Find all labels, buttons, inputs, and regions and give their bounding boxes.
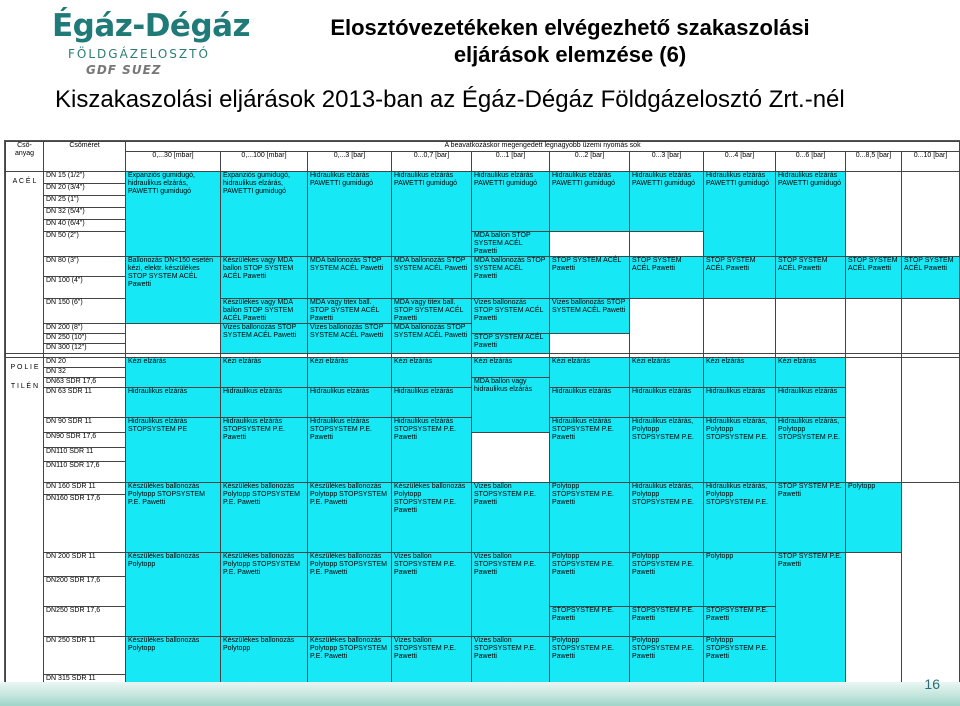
method-cell: Hidraulikus elzárás, Polytopp STOPSYSTEM P.E. xyxy=(704,483,776,553)
method-cell: Vizes ballonozás STOP SYSTEM ACÉL Pawetti xyxy=(308,324,392,354)
method-cell: Hidraulikus elzárás xyxy=(126,388,221,418)
method-cell: Hidraulikus elzárás PAWETTI gumidugó xyxy=(550,172,630,232)
method-cell: Hidraulikus elzárás STOPSYSTEM P.E. Pawetti xyxy=(550,418,630,483)
method-cell: Kézi elzárás xyxy=(308,358,392,388)
method-cell: Polytopp STOPSYSTEM P.E. Pawetti xyxy=(550,637,630,699)
size-cell: DN 90 SDR 11 xyxy=(44,418,126,433)
method-cell: Hidraulikus elzárás PAWETTI gumidugó xyxy=(308,172,392,257)
method-cell: Polytopp xyxy=(846,483,902,553)
method-cell: Polytopp STOPSYSTEM P.E. Pawetti xyxy=(550,553,630,607)
method-cell: Kézi elzárás xyxy=(126,358,221,388)
size-cell: DN 315 SDR 11 xyxy=(44,675,126,687)
header-pressure-col: 0...3 [bar] xyxy=(630,152,704,172)
method-cell: Hidraulikus elzárás xyxy=(776,388,846,418)
size-cell: DN 80 (3") xyxy=(44,257,126,277)
size-cell: DN200 SDR 17,6 xyxy=(44,577,126,607)
page-title xyxy=(215,14,925,68)
method-cell: STOP SYSTEM ACÉL Pawetti xyxy=(472,334,550,354)
method-cell: MDA ballon vagy hidraulikus elzárás xyxy=(472,378,550,433)
header-pressure-col: 0...0,7 [bar] xyxy=(392,152,472,172)
method-cell: Készülékes ballonozás Polytopp STOPSYSTEM P.E. Pawetti xyxy=(221,553,308,637)
title-line-1: Elosztóvezetékeken elvégezhető szakaszolási xyxy=(330,15,810,40)
method-cell: Vizes ballon STOPSYSTEM P.E. Pawetti xyxy=(472,637,550,699)
size-cell: DN110 SDR 11 xyxy=(44,447,126,462)
method-cell: Polytopp STOPSYSTEM P.E. Pawetti xyxy=(630,553,704,607)
size-cell: DN 160 SDR 11 xyxy=(44,483,126,495)
method-cell: Hidraulikus elzárás PAWETTI gumidugó xyxy=(630,172,704,232)
size-cell: DN 63 SDR 11 xyxy=(44,388,126,418)
method-cell: Hidraulikus elzárás, Polytopp STOPSYSTEM P.E. xyxy=(776,418,846,483)
header-material: Cső-anyag xyxy=(6,142,44,172)
method-cell: Hidraulikus elzárás STOPSYSTEM P.E. Pawetti xyxy=(392,418,472,483)
empty-cell xyxy=(630,299,704,354)
method-cell: Készülékes ballonozás Polytopp STOPSYSTEM P.E. Pawetti xyxy=(308,637,392,699)
material-acel: A C É L xyxy=(6,172,44,354)
size-cell: DN 200 (8") xyxy=(44,324,126,334)
method-cell: Készülékes vagy MDA ballon STOP SYSTEM ACÉL Pawetti xyxy=(221,257,308,299)
method-cell: Vizes ballon STOPSYSTEM P.E. Pawetti xyxy=(392,553,472,637)
method-cell: Hidraulikus elzárás PAWETTI gumidugó xyxy=(776,172,846,257)
method-cell: Expanziós gumidugó, hidraulikus elzárás, PAWETTI gumidugó xyxy=(221,172,308,257)
header-pressure: A beavatkozáskor megengedett legnagyobb üzemi nyomás sok xyxy=(126,142,960,152)
method-cell: Hidraulikus elzárás xyxy=(550,388,630,418)
header-size: Csőméret xyxy=(44,142,126,172)
size-cell: DN 40 (6/4") xyxy=(44,220,126,232)
method-cell: Hidraulikus elzárás xyxy=(221,388,308,418)
method-cell: Hidraulikus elzárás, Polytopp STOPSYSTEM P.E. xyxy=(630,483,704,553)
empty-cell xyxy=(846,358,902,483)
method-cell: Hidraulikus elzárás xyxy=(704,388,776,418)
size-cell: DN 15 (1/2") xyxy=(44,172,126,184)
empty-cell xyxy=(630,232,704,257)
empty-cell xyxy=(704,299,776,354)
page-subtitle: Kiszakaszolási eljárások 2013-ban az Égáz-Dégáz Földgázelosztó Zrt.-nél xyxy=(55,86,845,113)
method-cell: Készülékes ballonozás Polytopp STOPSYSTEM P.E. Pawetti xyxy=(308,483,392,553)
page-number: 16 xyxy=(924,676,940,692)
method-cell: Készülékes ballonozás Polytopp xyxy=(126,553,221,637)
method-cell: Hidraulikus elzárás xyxy=(630,388,704,418)
header-pressure-col: 0,...3 [bar] xyxy=(308,152,392,172)
method-cell: Hidraulikus elzárás PAWETTI gumidugó xyxy=(392,172,472,257)
empty-cell xyxy=(902,172,960,257)
method-cell: Kézi elzárás xyxy=(550,358,630,388)
size-cell: DN110 SDR 17,6 xyxy=(44,462,126,483)
method-cell: Vizes ballonozás STOP SYSTEM ACÉL Pawetti xyxy=(472,299,550,334)
method-cell: Készülékes ballonozás Polytopp STOPSYSTEM P.E. Pawetti xyxy=(126,483,221,553)
table-row xyxy=(6,172,960,184)
method-cell: MDA ballonozás STOP SYSTEM ACÉL Pawetti xyxy=(472,257,550,299)
method-cell: Vizes ballon STOPSYSTEM P.E. Pawetti xyxy=(472,553,550,637)
method-cell: MDA ballonozás STOP SYSTEM ACÉL Pawetti xyxy=(308,257,392,299)
method-cell: Készülékes vagy MDA ballon STOP SYSTEM ACÉL Pawetti xyxy=(221,299,308,324)
method-cell: STOP SYSTEM ACÉL Pawetti xyxy=(902,257,960,299)
method-cell: STOP SYSTEM ACÉL Pawetti xyxy=(630,257,704,299)
method-cell: Ballonozás DN<150 esetén kézi, elektr. készülékes STOP SYSTEM ACÉL Pawetti xyxy=(126,257,221,324)
empty-cell xyxy=(126,324,221,354)
empty-cell xyxy=(846,299,902,354)
size-cell: DN 50 (2") xyxy=(44,232,126,257)
size-cell: DN 150 (6") xyxy=(44,299,126,324)
size-cell: DN 20 (3/4") xyxy=(44,184,126,196)
empty-cell xyxy=(846,172,902,257)
size-cell: DN 300 (12") xyxy=(44,344,126,354)
method-cell: Készülékes ballonozás Polytopp STOPSYSTEM P.E. Pawetti xyxy=(392,483,472,553)
empty-cell xyxy=(902,299,960,354)
method-cell: Polytopp STOPSYSTEM P.E. Pawetti xyxy=(630,637,704,699)
header-pressure-col: 0...6 [bar] xyxy=(776,152,846,172)
header-pressure-col: 0...2 [bar] xyxy=(550,152,630,172)
size-cell: DN 32 (5/4") xyxy=(44,208,126,220)
header-pressure-col: 0,...30 [mbar] xyxy=(126,152,221,172)
size-cell: DN63 SDR 17,6 xyxy=(44,378,126,388)
method-cell: STOP SYSTEM ACÉL Pawetti xyxy=(776,257,846,299)
empty-cell xyxy=(550,232,630,257)
method-cell: Vizes ballonozás STOP SYSTEM ACÉL Pawetti xyxy=(221,324,308,354)
logo-name: Égáz-Dégáz xyxy=(52,8,251,44)
size-cell: DN 100 (4") xyxy=(44,277,126,299)
method-cell: Kézi elzárás xyxy=(392,358,472,388)
method-cell: Készülékes ballonozás Polytopp STOPSYSTEM P.E. Pawetti xyxy=(221,483,308,553)
header-pressure-col: 0...4 [bar] xyxy=(704,152,776,172)
method-cell: STOP SYSTEM ACÉL Pawetti xyxy=(704,257,776,299)
method-cell: Vizes ballon STOPSYSTEM P.E. Pawetti xyxy=(392,637,472,699)
method-cell: Polytopp STOPSYSTEM P.E. Pawetti xyxy=(550,483,630,553)
method-cell: Hidraulikus elzárás xyxy=(308,388,392,418)
method-cell: MDA ballonozás STOP SYSTEM ACÉL Pawetti xyxy=(392,257,472,299)
method-cell: Vizes ballonozás STOP SYSTEM ACÉL Pawetti xyxy=(550,299,630,334)
empty-cell xyxy=(902,483,960,699)
method-cell: Hidraulikus elzárás PAWETTI gumidugó xyxy=(704,172,776,257)
method-cell: Kézi elzárás xyxy=(221,358,308,388)
method-cell: MDA ballon STOP SYSTEM ACÉL Pawetti xyxy=(472,232,550,257)
empty-cell xyxy=(550,334,630,354)
method-cell: STOPSYSTEM P.E. Pawetti xyxy=(704,607,776,637)
size-cell: DN 200 SDR 11 xyxy=(44,553,126,577)
size-cell: DN 32 xyxy=(44,368,126,378)
method-cell: Expanziós gumidugó, hidraulikus elzárás, PAWETTI gumidugó xyxy=(126,172,221,257)
method-cell: Hidraulikus elzárás STOPSYSTEM PE xyxy=(126,418,221,483)
table-row xyxy=(6,553,960,577)
method-cell: STOP SYSTEM P.E. Pawetti xyxy=(776,483,846,553)
method-cell: Készülékes ballonozás Polytopp xyxy=(221,637,308,699)
size-cell: DN 250 (10") xyxy=(44,334,126,344)
method-cell: Készülékes ballonozás Polytopp STOPSYSTEM P.E. Pawetti xyxy=(308,553,392,637)
method-cell: Hidraulikus elzárás STOPSYSTEM P.E. Pawetti xyxy=(308,418,392,483)
empty-cell xyxy=(846,553,902,699)
method-cell: Hidraulikus elzárás STOPSYSTEM P.E. Pawetti xyxy=(221,418,308,483)
table-row xyxy=(6,257,960,277)
size-cell: DN160 SDR 17,6 xyxy=(44,495,126,553)
method-cell: STOPSYSTEM P.E. Pawetti xyxy=(550,607,630,637)
header-pressure-col: 0...10 [bar] xyxy=(902,152,960,172)
method-cell: Hidraulikus elzárás, Polytopp STOPSYSTEM P.E. xyxy=(630,418,704,483)
method-cell: STOP SYSTEM P.E. Pawetti xyxy=(776,553,846,699)
method-cell: STOP SYSTEM ACÉL Pawetti xyxy=(550,257,630,299)
method-cell: Kézi elzárás xyxy=(704,358,776,388)
company-logo xyxy=(52,8,251,78)
table-row xyxy=(6,483,960,495)
header-pressure-col: 0...1 [bar] xyxy=(472,152,550,172)
size-cell: DN250 SDR 17,6 xyxy=(44,607,126,637)
method-cell: Polytopp STOPSYSTEM P.E. Pawetti xyxy=(704,637,776,699)
material-poli: P O L I E T I L É N xyxy=(6,358,44,699)
method-cell: STOP SYSTEM ACÉL Pawetti xyxy=(846,257,902,299)
method-cell: MDA ballonozás STOP SYSTEM ACÉL Pawetti xyxy=(392,324,472,354)
table-row xyxy=(6,142,960,152)
size-cell: DN 25 (1") xyxy=(44,196,126,208)
method-cell: Polytopp xyxy=(704,553,776,607)
table-row xyxy=(6,358,960,368)
empty-cell xyxy=(776,299,846,354)
logo-partner: GDF SUEZ xyxy=(86,63,162,77)
method-cell: MDA vagy titex ball. STOP SYSTEM ACÉL Pawetti xyxy=(308,299,392,324)
size-cell: DN90 SDR 17,6 xyxy=(44,432,126,447)
sectioning-table-frame xyxy=(4,140,960,682)
method-cell: Hidraulikus elzárás, Polytopp STOPSYSTEM P.E. xyxy=(704,418,776,483)
method-cell: Hidraulikus elzárás PAWETTI gumidugó xyxy=(472,172,550,232)
method-cell: Kézi elzárás xyxy=(472,358,550,378)
header-pressure-col: 0,...100 [mbar] xyxy=(221,152,308,172)
size-cell: DN 250 SDR 11 xyxy=(44,637,126,675)
method-cell: MDA vagy titex ball. STOP SYSTEM ACÉL Pawetti xyxy=(392,299,472,324)
method-cell: Vizes ballon STOPSYSTEM P.E. Pawetti xyxy=(472,483,550,553)
method-cell: Hidraulikus elzárás xyxy=(392,388,472,418)
method-cell: Kézi elzárás xyxy=(630,358,704,388)
size-cell: DN 20 xyxy=(44,358,126,368)
sectioning-table xyxy=(5,141,960,699)
footer-band xyxy=(0,682,960,706)
method-cell: Kézi elzárás xyxy=(776,358,846,388)
method-cell: STOPSYSTEM P.E. Pawetti xyxy=(630,607,704,637)
method-cell: Készülékes ballonozás Polytopp xyxy=(126,637,221,699)
header-pressure-col: 0...8,5 [bar] xyxy=(846,152,902,172)
title-line-2: eljárások elemzése (6) xyxy=(453,42,687,67)
logo-tagline: FÖLDGÁZELOSZTÓ xyxy=(68,47,210,61)
table-row xyxy=(6,152,960,172)
empty-cell xyxy=(902,358,960,483)
